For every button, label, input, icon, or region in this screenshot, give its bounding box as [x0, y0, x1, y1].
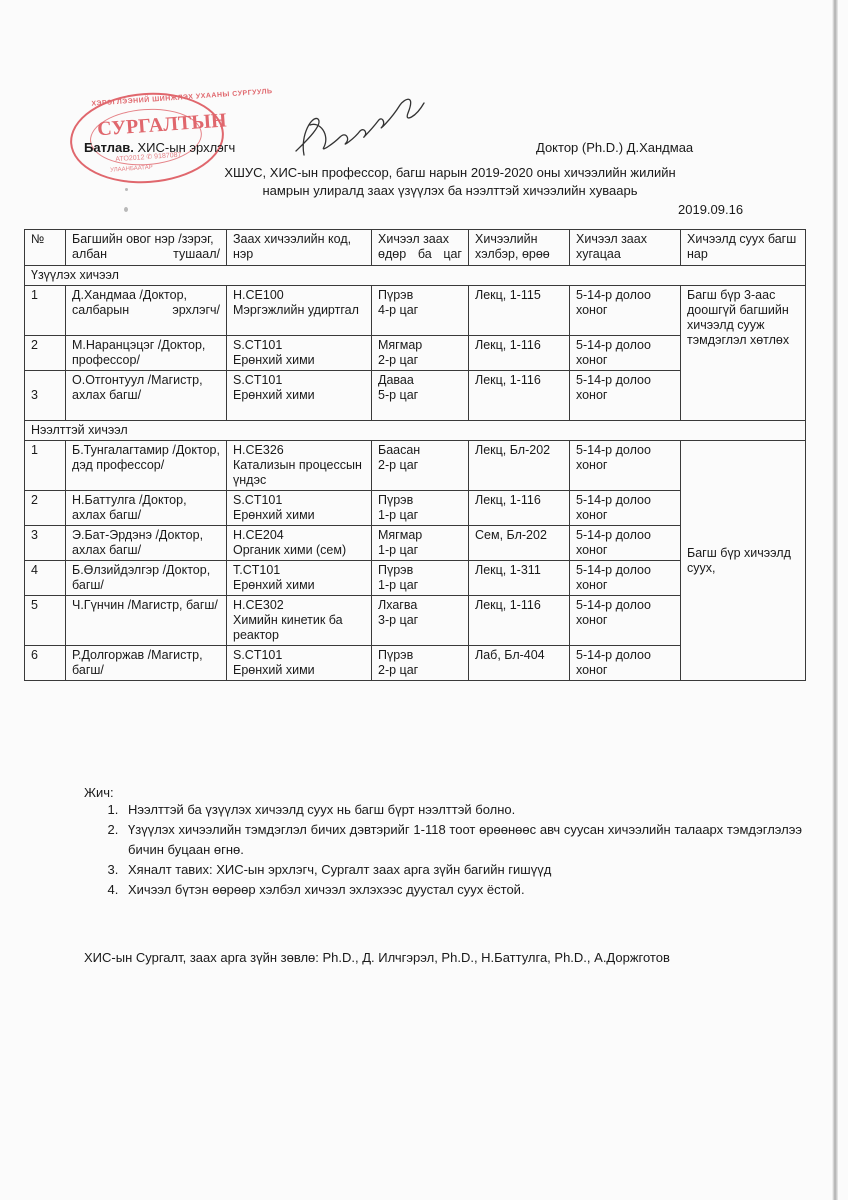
time: 1-р цаг: [378, 543, 419, 557]
course-cell: [227, 491, 372, 526]
note-item: 1. Нээлттэй ба үзүүлэх хичээлд суух нь багш бүрт нээлттэй болно.: [122, 800, 802, 820]
notes-label: Жич:: [84, 785, 114, 800]
stamp-main-text: СУРГАЛТЫН: [96, 109, 228, 141]
row-number: 2: [25, 491, 66, 526]
section-title: Нээлттэй хичээл: [25, 421, 806, 441]
day-time-cell: [372, 336, 469, 371]
course-name: Мэргэжлийн удиртгал: [233, 303, 359, 317]
row-number: 6: [25, 646, 66, 681]
column-header-duration: Хичээл заах хугацаа: [570, 230, 681, 266]
teacher-cell: Д.Хандмаа /Доктор, салбарын эрхлэгч/: [66, 286, 227, 336]
section-row-demonstration: [25, 266, 806, 286]
section-title: Үзүүлэх хичээл: [25, 266, 806, 286]
day: Мягмар: [378, 528, 423, 542]
day: Мягмар: [378, 338, 423, 352]
day-time-cell: [372, 491, 469, 526]
course-name: Ерөнхий хими: [233, 508, 315, 522]
approver-role: ХИС-ын эрхлэгч: [133, 140, 236, 155]
scan-edge: [832, 0, 838, 1200]
form-room-cell: Лекц, 1-116: [469, 371, 570, 421]
duration-cell: 5-14-р долоо хоног: [570, 646, 681, 681]
day-time-cell: [372, 596, 469, 646]
day-time-cell: [372, 646, 469, 681]
column-header-course: Заах хичээлийн код, нэр: [227, 230, 372, 266]
stamp-bottom-text: УЛААНБААТАР: [109, 164, 153, 174]
table-row: [25, 441, 806, 491]
duration-cell: 5-14-р долоо хоног: [570, 561, 681, 596]
duration-cell: 5-14-р долоо хоног: [570, 491, 681, 526]
course-cell: [227, 646, 372, 681]
course-code: H.CE204: [233, 528, 284, 542]
time: 1-р цаг: [378, 578, 419, 592]
form-room-cell: Лекц, Бл-202: [469, 441, 570, 491]
duration-cell: 5-14-р долоо хоног: [570, 596, 681, 646]
form-room-cell: Сем, Бл-202: [469, 526, 570, 561]
column-header-attendees: Хичээлд суух багш нар: [681, 230, 806, 266]
day: Даваа: [378, 373, 414, 387]
column-header-teacher: Багшийн овог нэр /зэрэг, албан тушаал/: [66, 230, 227, 266]
day: Пүрэв: [378, 493, 414, 507]
duration-cell: 5-14-р долоо хоног: [570, 286, 681, 336]
scan-speck: [125, 188, 128, 191]
day-time-cell: [372, 526, 469, 561]
course-code: S.CT101: [233, 648, 283, 662]
form-room-cell: Лекц, 1-115: [469, 286, 570, 336]
column-header-day-time: Хичээл заах өдөр ба цаг: [372, 230, 469, 266]
course-code: S.CT101: [233, 493, 283, 507]
signature-icon: [290, 85, 430, 165]
form-room-cell: Лекц, 1-116: [469, 336, 570, 371]
duration-cell: 5-14-р долоо хоног: [570, 526, 681, 561]
day-time-cell: [372, 441, 469, 491]
stamp-ring-text: ХЭРЭГЛЭЭНИЙ ШИНЖЛЭХ УХААНЫ СУРГУУЛЬ: [91, 88, 273, 108]
course-name: Ерөнхий хими: [233, 578, 315, 592]
note-item: 3. Хяналт тавих: ХИС-ын эрхлэгч, Сургалт заах арга зүйн багийн гишүүд: [122, 860, 802, 880]
form-room-cell: Лекц, 1-116: [469, 596, 570, 646]
time: 2-р цаг: [378, 353, 419, 367]
course-code: H.CE302: [233, 598, 284, 612]
approval-line: [84, 140, 235, 155]
teacher-cell: М.Наранцэцэг /Доктор, профессор/: [66, 336, 227, 371]
note-item: 4. Хичээл бүтэн өөрөөр хэлбэл хичээл эхлэхээс дуустал суух ёстой.: [122, 880, 802, 900]
time: 4-р цаг: [378, 303, 419, 317]
form-room-cell: Лекц, 1-116: [469, 491, 570, 526]
day: Пүрэв: [378, 563, 414, 577]
teacher-cell: Ч.Гүнчин /Магистр, багш/: [66, 596, 227, 646]
course-cell: [227, 286, 372, 336]
course-name: Ерөнхий хими: [233, 388, 315, 402]
course-code: S.CT101: [233, 373, 283, 387]
course-code: H.CE326: [233, 443, 284, 457]
row-number: 2: [25, 336, 66, 371]
duration-cell: 5-14-р долоо хоног: [570, 371, 681, 421]
day: Лхагва: [378, 598, 418, 612]
course-cell: [227, 371, 372, 421]
approve-label: Батлав.: [84, 140, 134, 155]
course-cell: [227, 441, 372, 491]
column-header-form-room: Хичээлийн хэлбэр, өрөө: [469, 230, 570, 266]
course-cell: [227, 596, 372, 646]
day: Баасан: [378, 443, 421, 457]
notes-list: [90, 800, 802, 900]
course-cell: [227, 336, 372, 371]
form-room-cell: Лаб, Бл-404: [469, 646, 570, 681]
duration-cell: 5-14-р долоо хоног: [570, 336, 681, 371]
table-header-row: [25, 230, 806, 266]
course-code: T.CT101: [233, 563, 281, 577]
time: 2-р цаг: [378, 458, 419, 472]
title-line-1: ХШУС, ХИС-ын профессор, багш нарын 2019-2020 оны хичээлийн жилийн: [224, 165, 676, 180]
teacher-cell: Э.Бат-Эрдэнэ /Доктор, ахлах багш/: [66, 526, 227, 561]
stamp-number-text: АТО2012 ✆ 9187087: [115, 151, 182, 164]
note-item: 2. Үзүүлэх хичээлийн тэмдэглэл бичих дэвтэрийг 1-118 тоот өрөөнөөс авч суусан хичээлийн талаарх тэмдэглэлээ бичин буцаан өгнө.: [122, 820, 802, 860]
schedule-table: [24, 229, 806, 681]
teacher-cell: Б.Өлзийдэлгэр /Доктор, багш/: [66, 561, 227, 596]
attendees-cell: Багш бүр 3-аас доошгүй багшийн хичээлд сууж тэмдэглэл хөтлөх: [681, 286, 806, 421]
time: 1-р цаг: [378, 508, 419, 522]
teacher-cell: Б.Тунгалагтамир /Доктор, дэд профессор/: [66, 441, 227, 491]
day-time-cell: [372, 561, 469, 596]
course-name: Органик хими (сем): [233, 543, 347, 557]
course-code: H.CE100: [233, 288, 284, 302]
table-row: [25, 286, 806, 336]
time: 2-р цаг: [378, 663, 419, 677]
teacher-cell: Н.Баттулга /Доктор, ахлах багш/: [66, 491, 227, 526]
document-date: 2019.09.16: [678, 202, 744, 217]
day: Пүрэв: [378, 648, 414, 662]
section-row-open: [25, 421, 806, 441]
time: 5-р цаг: [378, 388, 419, 402]
row-number: 1: [25, 441, 66, 491]
row-number: 4: [25, 561, 66, 596]
row-number: 5: [25, 596, 66, 646]
day: Пүрэв: [378, 288, 414, 302]
course-name: Катализын процессын үндэс: [233, 458, 362, 487]
row-number: 3: [25, 526, 66, 561]
time: 3-р цаг: [378, 613, 419, 627]
course-name: Химийн кинетик ба реактор: [233, 613, 343, 642]
course-cell: [227, 561, 372, 596]
course-cell: [227, 526, 372, 561]
teacher-cell: Р.Долгоржав /Магистр, багш/: [66, 646, 227, 681]
course-name: Ерөнхий хими: [233, 353, 315, 367]
footer-council: ХИС-ын Сургалт, заах арга зүйн зөвлө: Ph.D., Д. Илчгэрэл, Ph.D., Н.Баттулга, Ph.D., А.Доржготов: [84, 950, 670, 965]
day-time-cell: [372, 371, 469, 421]
row-number: 3: [25, 371, 66, 421]
scan-speck: [124, 207, 128, 212]
course-name: Ерөнхий хими: [233, 663, 315, 677]
duration-cell: 5-14-р долоо хоног: [570, 441, 681, 491]
day-time-cell: [372, 286, 469, 336]
approver-name: Доктор (Ph.D.) Д.Хандмаа: [536, 140, 694, 155]
teacher-cell: О.Отгонтуул /Магистр, ахлах багш/: [66, 371, 227, 421]
course-code: S.CT101: [233, 338, 283, 352]
column-header-number: №: [25, 230, 66, 266]
title-line-2: намрын улиралд заах үзүүлэх ба нээлттэй хичээлийн хуваарь: [262, 183, 638, 198]
form-room-cell: Лекц, 1-311: [469, 561, 570, 596]
document-title: [140, 164, 760, 200]
row-number: 1: [25, 286, 66, 336]
attendees-cell: Багш бүр хичээлд суух,: [681, 441, 806, 681]
